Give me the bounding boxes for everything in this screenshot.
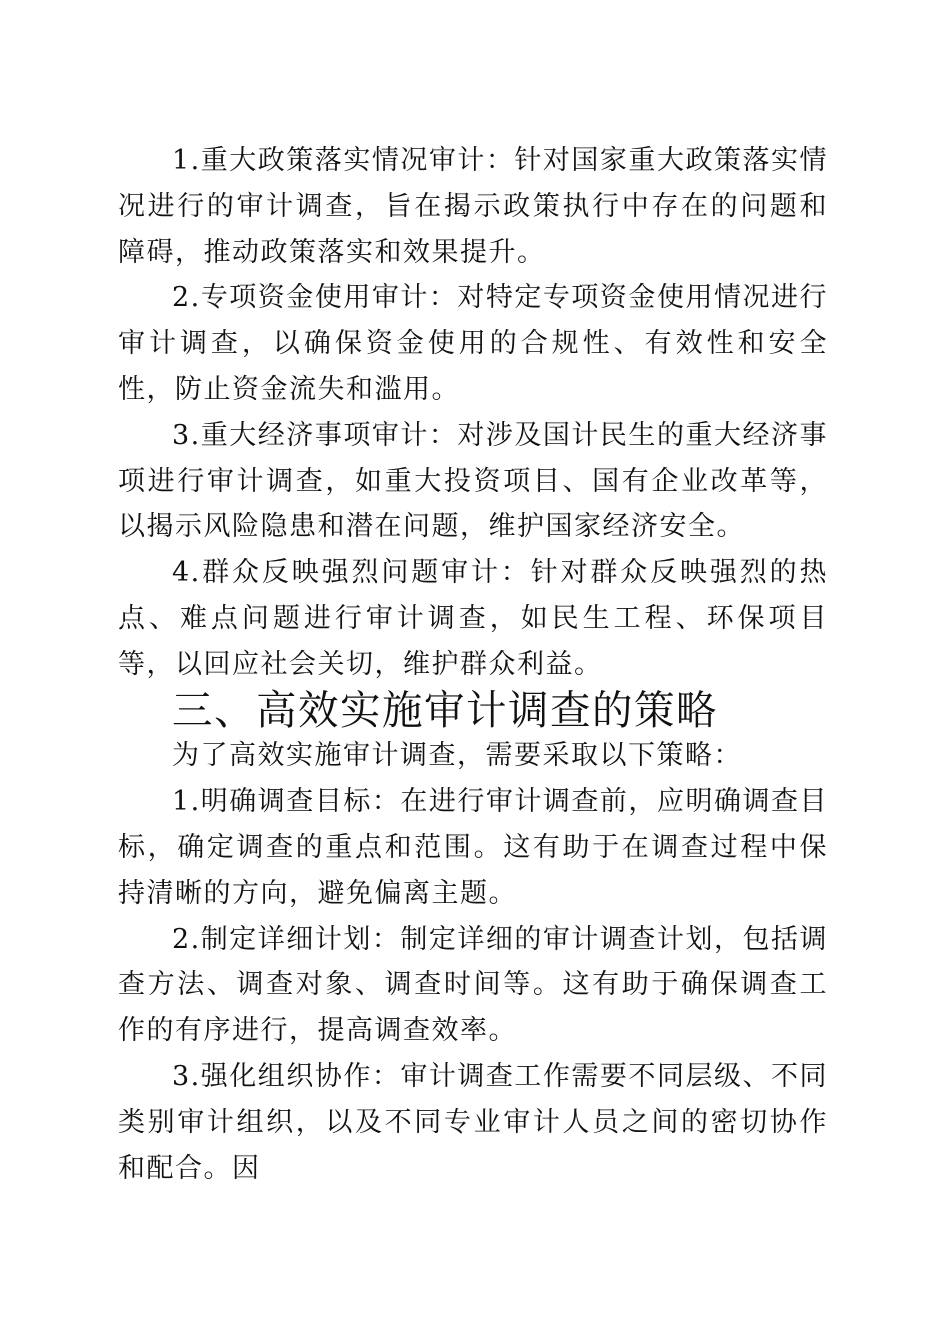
paragraph-policy-audit: 1.重大政策落实情况审计：针对国家重大政策落实情况进行的审计调查，旨在揭示政策执行中存在的问题和障碍，推动政策落实和效果提升。 [118, 145, 828, 268]
section-heading: 三、高效实施审计调查的策略 [172, 685, 718, 734]
paragraph-major-economic-audit: 3.重大经济事项审计：对涉及国计民生的重大经济事项进行审计调查，如重大投资项目、国有企业改革等，以揭示风险隐患和潜在问题，维护国家经济安全。 [118, 419, 828, 543]
strategy-collaboration: 3.强化组织协作：审计调查工作需要不同层级、不同类别审计组织，以及不同专业审计人员之间的密切协作和配合。因 [118, 1060, 828, 1184]
paragraph-public-concern-audit: 4.群众反映强烈问题审计：针对群众反映强烈的热点、难点问题进行审计调查，如民生工程、环保项目等，以回应社会关切，维护群众利益。 [118, 557, 828, 680]
document-body [118, 138, 828, 1191]
paragraph-special-fund-audit: 2.专项资金使用审计：对特定专项资金使用情况进行审计调查，以确保资金使用的合规性、有效性和安全性，防止资金流失和滥用。 [118, 282, 828, 405]
section-intro: 为了高效实施审计调查，需要采取以下策略： [172, 740, 742, 772]
strategy-clear-goals: 1.明确调查目标：在进行审计调查前，应明确调查目标，确定调查的重点和范围。这有助于在调查过程中保持清晰的方向，避免偏离主题。 [118, 786, 828, 909]
strategy-detailed-plan: 2.制定详细计划：制定详细的审计调查计划，包括调查方法、调查对象、调查时间等。这有助于确保调查工作的有序进行，提高调查效率。 [118, 923, 828, 1047]
